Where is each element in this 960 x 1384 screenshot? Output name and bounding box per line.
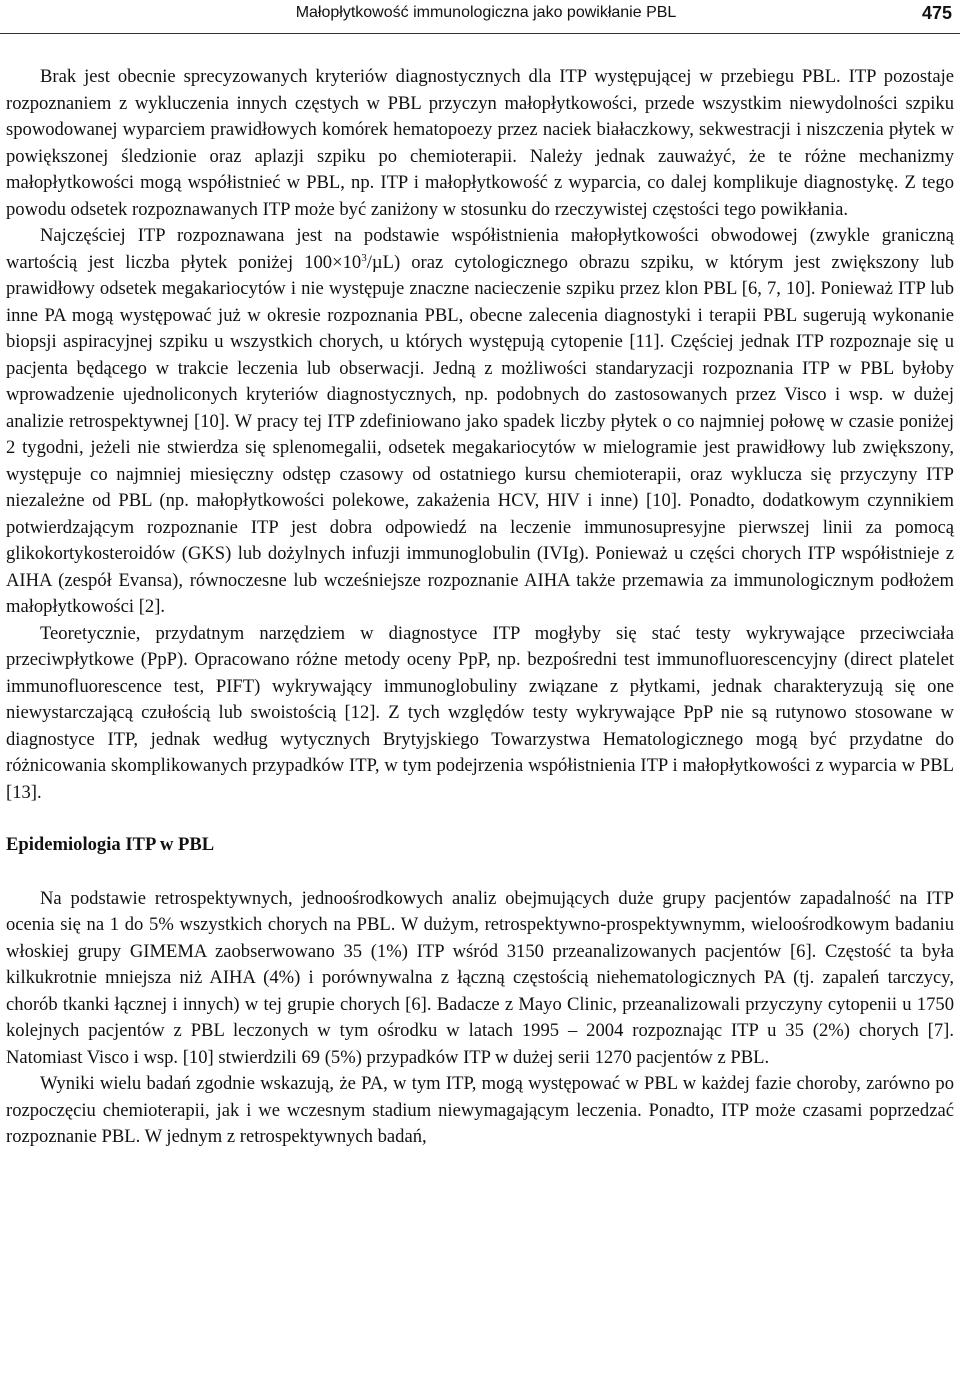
superscript-exponent: 3: [361, 251, 367, 264]
paragraph-antiplatelet-tests: Teoretycznie, przydatnym narzędziem w diagnostyce ITP mogłyby się stać testy wykrywające przeciwciała przeciwpłytkowe (PpP). Opracowano różne metody oceny PpP, np. bezpośredni test immunofluorescencyjny (direct platelet immunofluorescence test, PIFT) wykrywający immunoglobuliny związane z płytkami, jednak charakteryzują się one niewystarczającą czułością lub swoistością [12]. Z tych względów testy wykrywające PpP nie są rutynowo stosowane w diagnostyce ITP, jednak według wytycznych Brytyjskiego Towarzystwa Hematologicznego mogą być przydatne do różnicowania skomplikowanych przypadków ITP, w tym podejrzenia współistnienia ITP i małopłytkowości z wyparcia w PBL [13].: [6, 622, 954, 803]
paragraph-epidemiology-phases: Wyniki wielu badań zgodnie wskazują, że PA, w tym ITP, mogą występować w PBL w każdej fazie choroby, zarówno po rozpoczęciu chemioterapii, jak i we wczesnym stadium niewymagającym leczenia. Ponadto, ITP może czasami poprzedzać rozpoznanie PBL. W jednym z retrospektywnych badań,: [6, 1073, 954, 1147]
paragraph-itp-diagnosis: [6, 223, 954, 621]
paragraph-text-part: Najczęściej ITP rozpoznawana jest na podstawie współistnienia małopłytkowości obwodowej (zwykle graniczną wartością jest liczba płytek poniżej 100×10: [6, 225, 954, 273]
page-header: [0, 0, 960, 34]
section-heading-epidemiology: Epidemiologia ITP w PBL: [6, 834, 215, 855]
running-title: Małopłytkowość immunologiczna jako powikłanie PBL: [295, 4, 677, 21]
paragraph-epidemiology-incidence: Na podstawie retrospektywnych, jednoośrodkowych analiz obejmujących duże grupy pacjentów zapadalność na ITP ocenia się na 1 do 5% wszystkich chorych na PBL. W dużym, retrospektywno-prospektywnymm, wieloośrodkowym badaniu włoskiej grupy GIMEMA zaobserwowano 35 (1%) ITP wśród 3150 przeanalizowanych pacjentów [6]. Częstość ta była kilkukrotnie mniejsza niż AIHA (4%) i porównywalna z łączną częstością niehematologicznych PA (tj. zapaleń tarczycy, chorób tkanki łącznej i innych) w tej grupie chorych [6]. Badacze z Mayo Clinic, przeanalizowali przyczyny cytopenii u 1750 kolejnych pacjentów z PBL leczonych w tym ośrodku w latach 1995 – 2004 rozpoznając ITP u 35 (2%) chorych [7]. Natomiast Visco i wsp. [10] stwierdzili 69 (5%) przypadków ITP w dużej serii 1270 pacjentów z PBL.: [6, 887, 954, 1068]
paragraph-text-part: /µL) oraz cytologicznego obrazu szpiku, w którym jest zwiększony lub prawidłowy odsetek megakariocytów i nie występuje znaczne nacieczenie szpiku przez klon PBL [6, 7, 10]. Ponieważ ITP lub inne PA mogą występować już w okresie rozpoznania PBL, obecne zalecenia diagnostyki i terapii PBL sugerują wykonanie biopsji aspiracyjnej szpiku u wszystkich chorych, u których występują cytopenie [11]. Częściej jednak ITP rozpoznaje się u pacjenta będącego w trakcie leczenia lub obserwacji. Jedną z możliwości standaryzacji rozpoznania ITP w PBL byłoby wprowadzenie ujednoliconych kryteriów diagnostycznych, np. podobnych do zastosowanych przez Visco i wsp. w dużej analizie retrospektywnej [10]. W pracy tej ITP zdefiniowano jako spadek liczby płytek o co najmniej połowę w czasie poniżej 2 tygodni, jeżeli nie stwierdza się splenomegalii, odsetek megakariocytów w mielogramie jest prawidłowy lub zwiększony, występuje co najmniej miesięczny odstęp czasowy od ostatniego kursu chemioterapii, oraz wyklucza się przyczyny ITP niezależne od PBL (np. małopłytkowości polekowe, zakażenia HCV, HIV i inne) [10]. Ponadto, dodatkowym czynnikiem potwierdzającym rozpoznanie ITP jest dobra odpowiedź na leczenie immunosupresyjne pierwszej linii za pomocą glikokortykosteroidów (GKS) lub dożylnych infuzji immunoglobulin (IVIg). Ponieważ u części chorych ITP współistnieje z AIHA (zespół Evansa), równoczesne lub wcześniejsze rozpoznanie AIHA także przemawia za immunologicznym podłożem małopłytkowości [2].: [6, 251, 955, 617]
article-body: [6, 64, 954, 1151]
paragraph-diagnostic-criteria: Brak jest obecnie sprecyzowanych kryteriów diagnostycznych dla ITP występującej w przebiegu PBL. ITP pozostaje rozpoznaniem z wykluczenia innych częstych w PBL przyczyn małopłytkowości, przede wszystkim niewydolności szpiku spowodowanej wyparciem prawidłowych komórek hematopoezy przez naciek białaczkowy, sekwestracji i niszczenia płytek w powiększonej śledzionie oraz aplazji szpiku po chemioterapii. Należy jednak zauważyć, że te różne mechanizmy małopłytkowości mogą współistnieć w PBL, np. ITP i małopłytkowość z wyparcia, co dalej komplikuje diagnostykę. Z tego powodu odsetek rozpoznawanych ITP może być zaniżony w stosunku do rzeczywistej częstości tego powikłania.: [6, 66, 954, 220]
page-number: 475: [921, 3, 952, 23]
